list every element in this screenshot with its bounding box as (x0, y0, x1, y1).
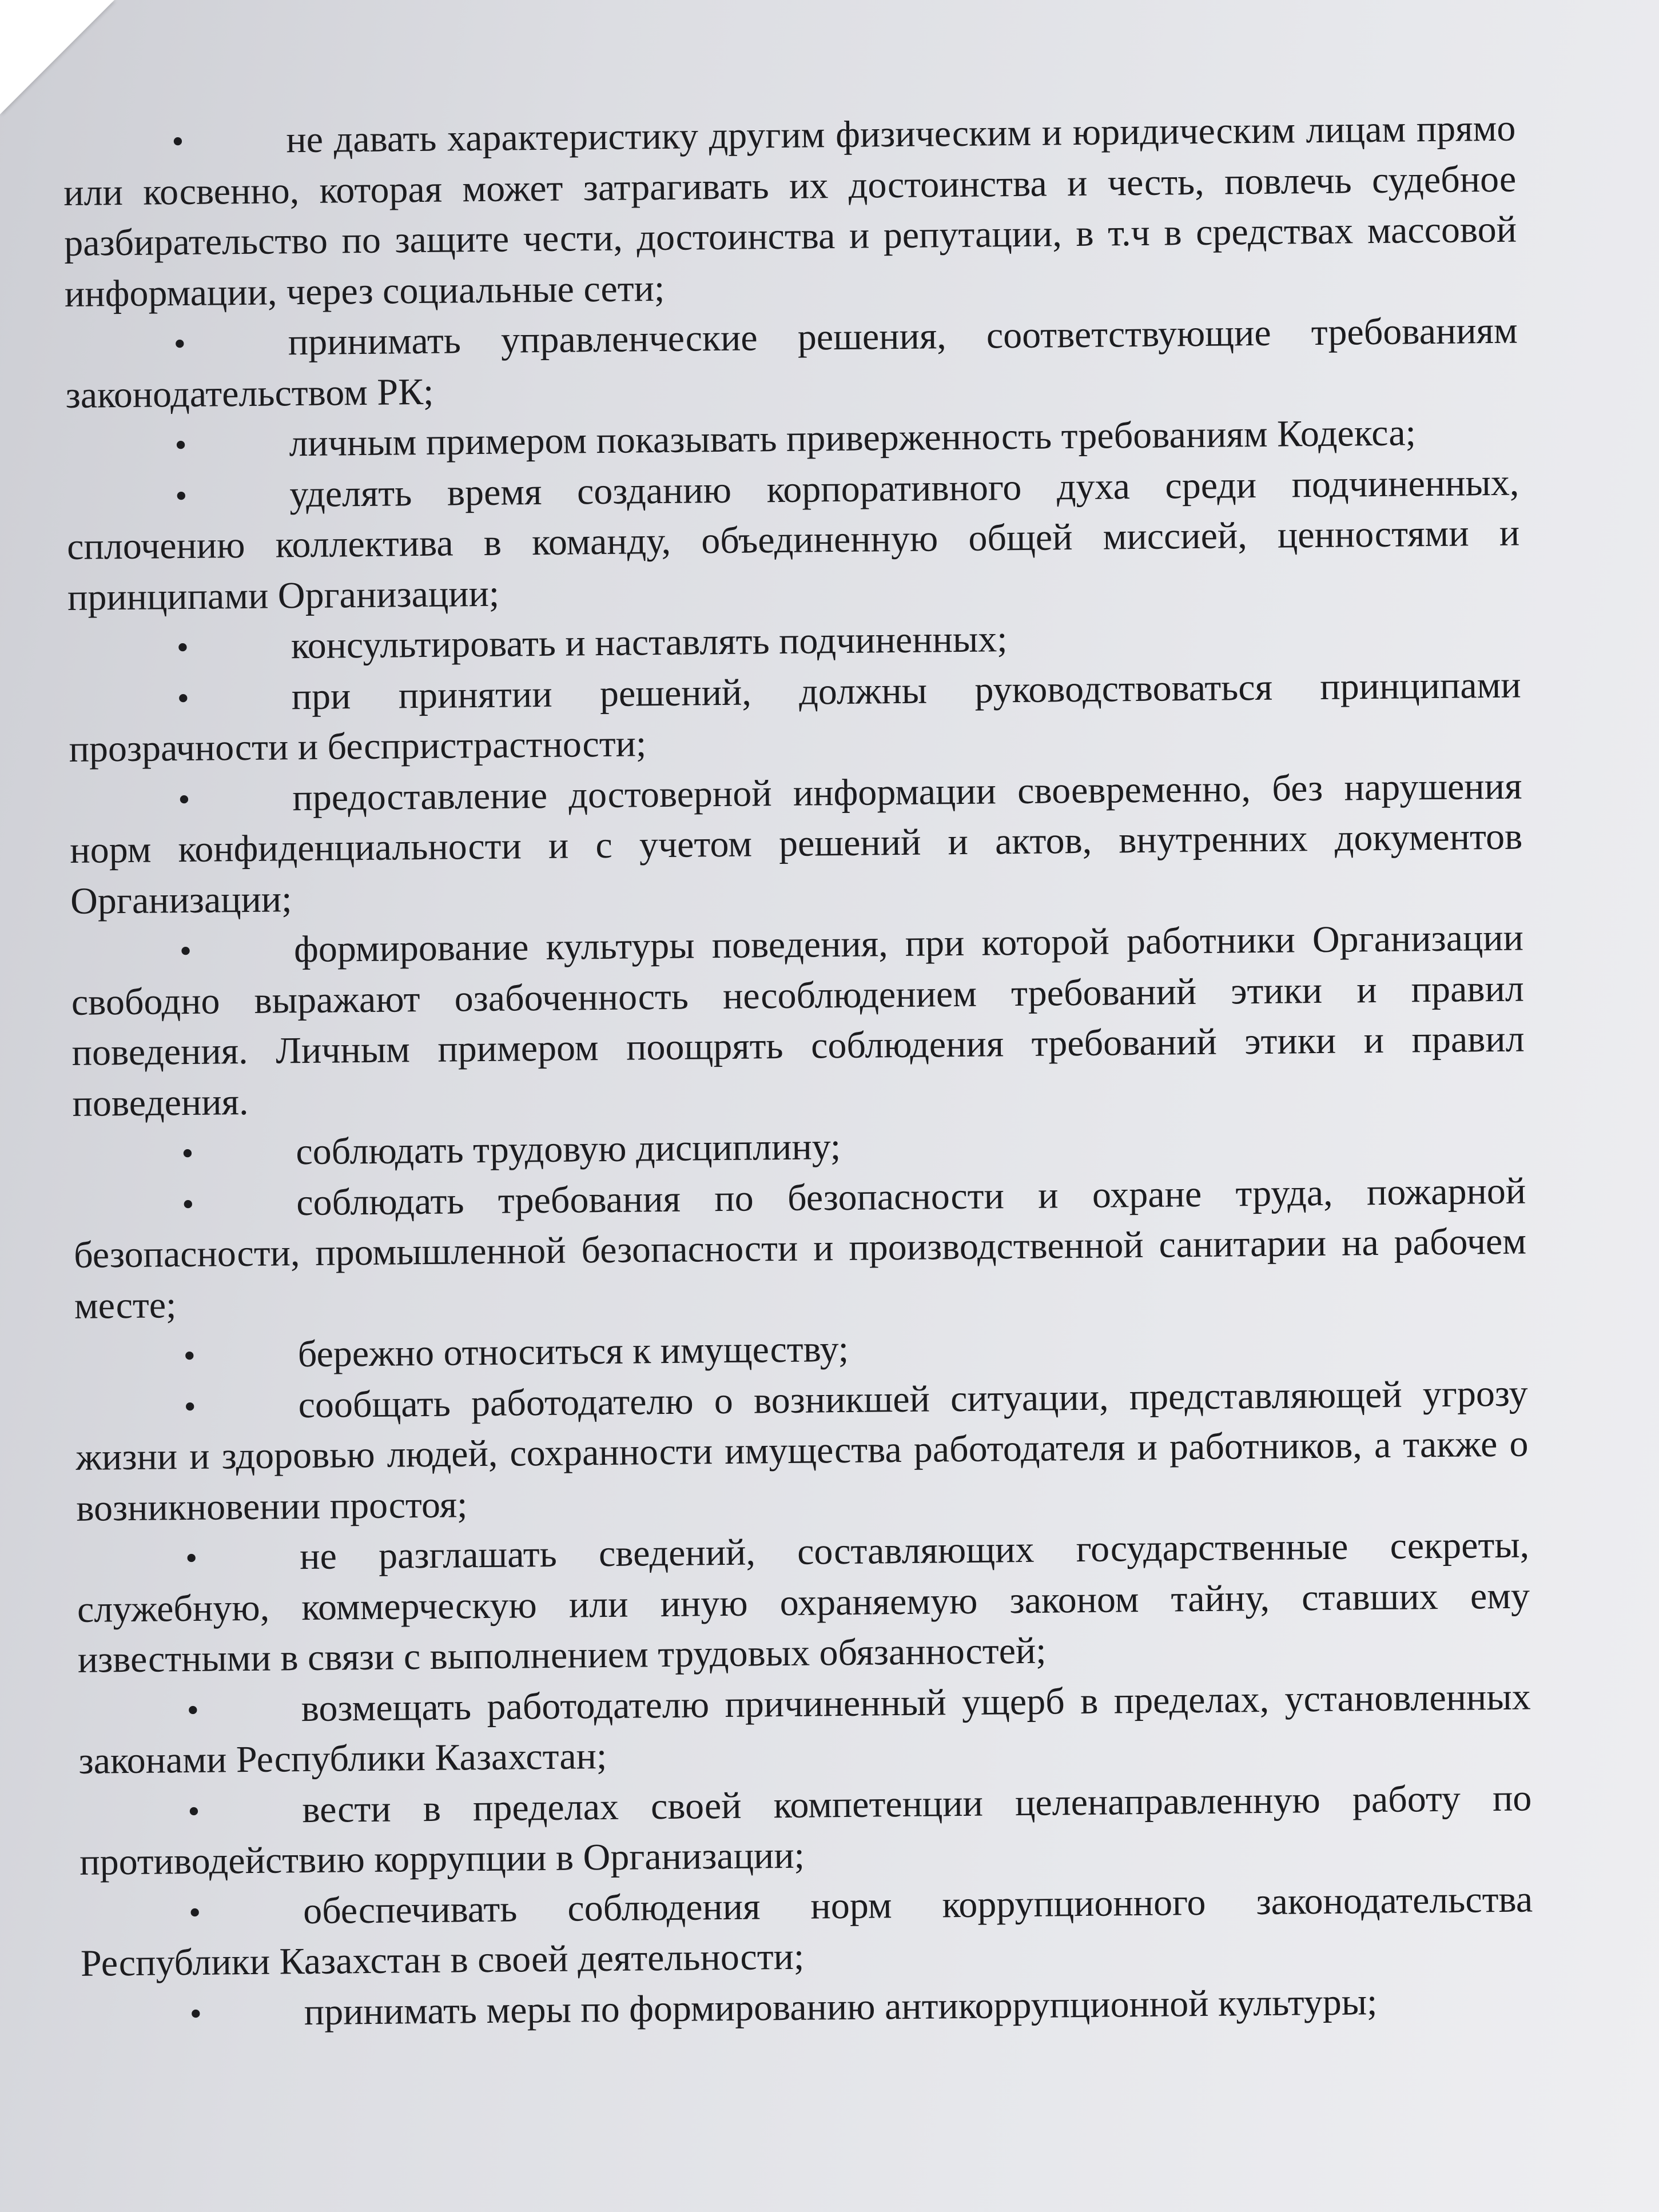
bullet-icon: • (188, 1792, 200, 1830)
list-item (77, 1520, 1530, 1686)
list-item-text: возмещать работодателю причиненный ущерб в пределах, установленных законами Республики Казахстан; (78, 1675, 1531, 1782)
list-item (75, 1368, 1529, 1534)
list-item-text: соблюдать требования по безопасности и охране труда, пожарной безопасности, промышленной безопасности и производственной санитарии на рабочем месте; (73, 1170, 1527, 1327)
list-item-text: вести в пределах своей компетенции целенаправленную работу по противодействию коррупции в Организации; (79, 1776, 1532, 1883)
list-item (78, 1672, 1531, 1787)
list-item-text: предоставление достоверной информации своевременно, без нарушения норм конфиденциальности и с учетом решений и актов, внутренних документов Организации; (69, 765, 1523, 922)
list-item-text: при принятии решений, должны руководствоваться принципами прозрачности и беспристрастности; (69, 664, 1521, 770)
bullet-icon: • (177, 679, 190, 717)
bullet-icon: • (172, 122, 184, 161)
list-item (63, 103, 1517, 320)
list-item (68, 660, 1522, 775)
folded-page-corner (0, 0, 114, 114)
list-item (71, 913, 1525, 1129)
list-item (80, 1874, 1534, 1989)
list-item-text: обеспечивать соблюдения норм коррупционного законодательства Республики Казахстан в своей деятельности; (80, 1878, 1533, 1984)
bullet-icon: • (179, 931, 192, 970)
document-text-body (63, 103, 1534, 2040)
list-item-text: консультировать и наставлять подчиненных; (291, 618, 1008, 667)
bullet-icon: • (175, 476, 188, 515)
list-item-text: принимать управленческие решения, соответствующие требованиям законодательством РК; (65, 309, 1518, 416)
list-item-text: не давать характеристику другим физическим и юридическим лицам прямо или косвенно, которая может затрагивать их достоинства и честь, повлечь судебное разбирательство по защите чести, достоинства и репутации, в т.ч в средствах массовой информации, через социальные сети; (63, 107, 1517, 315)
bullet-icon: • (185, 1539, 198, 1577)
bullet-icon: • (173, 324, 186, 363)
list-item (79, 1773, 1533, 1888)
list-item-text: соблюдать трудовую дисциплину; (296, 1126, 841, 1173)
list-item-text: личным примером показывать приверженность требованиям Кодекса; (289, 412, 1417, 465)
list-item-text: принимать меры по формированию антикоррупционной культуры; (304, 1980, 1378, 2033)
bullet-icon: • (188, 1893, 201, 1931)
list-item (69, 761, 1523, 927)
list-item (66, 457, 1520, 623)
bullet-icon: • (174, 425, 187, 464)
list-item-text: не разглашать сведений, составляющих государственные секреты, служебную, коммерческую или иную охраняемую законом тайну, ставших ему известными в связи с выполнением трудовых обязанностей; (77, 1524, 1530, 1681)
bullet-icon: • (181, 1185, 194, 1223)
bullet-icon: • (176, 628, 189, 667)
bullet-icon: • (189, 1994, 202, 2032)
list-item-text: сообщать работодателю о возникшей ситуации, представляющей угрозу жизни и здоровью людей, сохранности имущества работодателя и работников, а также о возникновении простоя; (75, 1372, 1529, 1529)
list-item (73, 1166, 1527, 1332)
bullet-icon: • (181, 1134, 194, 1173)
list-item-text: уделять время созданию корпоративного духа среди подчиненных, сплочению коллектива в команду, объединенную общей миссией, ценностями и принципами Организации; (66, 461, 1520, 619)
list-item-text: бережно относиться к имуществу; (297, 1328, 849, 1376)
list-item (65, 306, 1518, 421)
bullet-icon: • (184, 1387, 196, 1425)
list-item-text: формирование культуры поведения, при которой работники Организации свободно выражают озабоченность несоблюдением требований этики и правил поведения. Личным примером поощрять соблюдения требований этики и правил поведения. (71, 916, 1525, 1125)
bullet-icon: • (183, 1336, 196, 1375)
bullet-icon: • (186, 1691, 200, 1729)
bullet-icon: • (178, 780, 190, 818)
